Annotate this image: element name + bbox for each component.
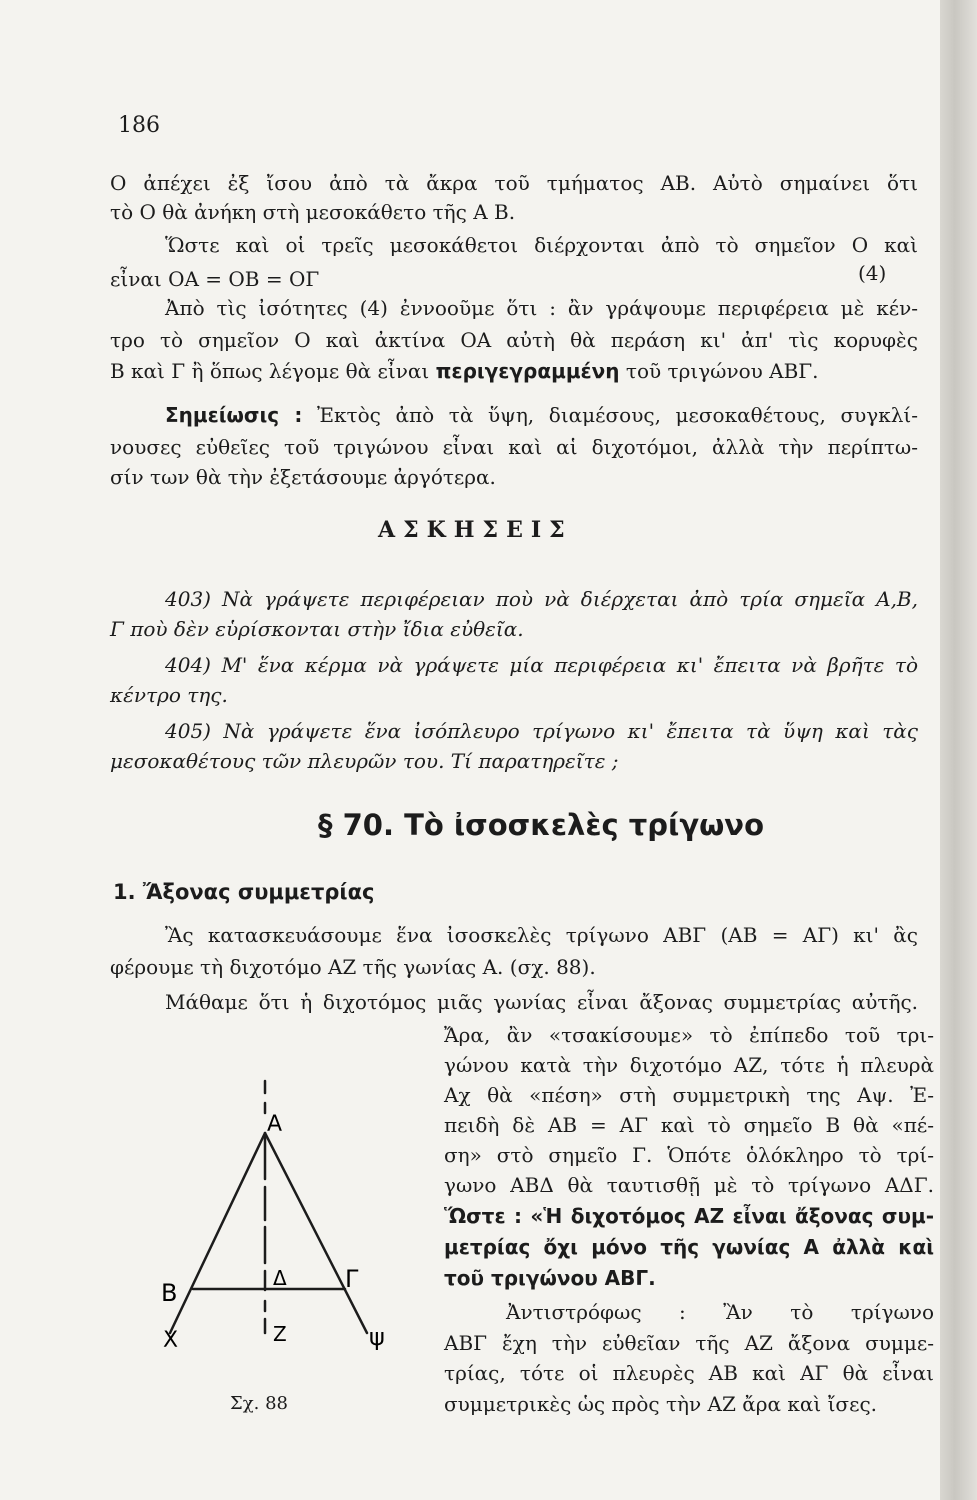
- exercise-404: 404) Μ' ἕνα κέρμα νὰ γράψετε μία περιφέρεια κι' ἔπειτα νὰ βρῆτε τὸ: [165, 653, 918, 677]
- exercise-405-cont: μεσοκαθέτους τῶν πλευρῶν του. Τί παρατηρεῖτε ;: [110, 749, 619, 773]
- text-line: Ὥστε καὶ οἱ τρεῖς μεσοκάθετοι διέρχονται ἀπὸ τὸ σημεῖον Ο καὶ: [165, 233, 918, 257]
- equation-line: εἶναι ΟΑ = ΟΒ = ΟΓ: [110, 267, 320, 291]
- exercises-heading: ΑΣΚΗΣΕΙΣ: [378, 517, 573, 543]
- label-z: Ζ: [273, 1322, 287, 1346]
- label-b: Β: [161, 1279, 178, 1307]
- ray-apsi: [265, 1133, 367, 1333]
- text-line: ση» στὸ σημεῖο Γ. Ὁπότε ὁλόκληρο τὸ τρί-: [444, 1143, 934, 1167]
- text-line: πειδὴ δὲ ΑΒ = ΑΓ καὶ τὸ σημεῖο Β θὰ «πέ-: [444, 1113, 934, 1137]
- note-line: σίν των θὰ τὴν ἐξετάσουμε ἀργότερα.: [110, 465, 496, 489]
- exercise-403: 403) Νὰ γράψετε περιφέρειαν ποὺ νὰ διέρχεται ἀπὸ τρία σημεῖα Α,Β,: [165, 587, 918, 611]
- text-span: τοῦ τριγώνου ΑΒΓ.: [619, 359, 819, 383]
- text-line: γώνου κατὰ τὴν διχοτόμο ΑΖ, τότε ἡ πλευρὰ: [444, 1053, 934, 1077]
- converse-line: Ἀντιστρόφως : Ἂν τὸ τρίγωνο: [506, 1300, 934, 1324]
- text-line: Ο ἀπέχει ἐξ ἴσου ἀπὸ τὰ ἄκρα τοῦ τμήματος ΑΒ. Αὐτὸ σημαίνει ὅτι: [110, 171, 918, 195]
- text-line: Ἄρα, ἂν «τσακίσουμε» τὸ ἐπίπεδο τοῦ τρι-: [444, 1023, 934, 1047]
- theorem-line: τοῦ τριγώνου ΑΒΓ.: [444, 1266, 656, 1290]
- text-span: Ἐκτὸς ἀπὸ τὰ ὕψη, διαμέσους, μεσοκαθέτους, συγκλί-: [302, 403, 918, 427]
- section-title: § 70. Τὸ ἰσοσκελὲς τρίγωνο: [318, 808, 764, 842]
- figure-88: [155, 1075, 425, 1379]
- equation-number: (4): [858, 261, 887, 285]
- text-line: τρο τὸ σημεῖον Ο καὶ ἀκτίνα ΟΑ αὐτὴ θὰ περάση κι' ἀπ' τὶς κορυφὲς: [110, 328, 918, 352]
- label-x: Χ: [163, 1328, 179, 1353]
- ray-ax: [170, 1133, 265, 1333]
- subsection-title: 1. Ἄξονας συμμετρίας: [113, 880, 375, 904]
- exercise-405: 405) Νὰ γράψετε ἕνα ἰσόπλευρο τρίγωνο κι' ἔπειτα τὰ ὕψη καὶ τὰς: [165, 719, 918, 743]
- note-line: [165, 400, 918, 430]
- label-psi: ψ: [369, 1323, 385, 1351]
- isosceles-triangle-diagram: [155, 1075, 425, 1375]
- text-line: Ἀπὸ τὶς ἰσότητες (4) ἐννοοῦμε ὅτι : ἂν γράψουμε περιφέρεια μὲ κέν-: [165, 296, 918, 320]
- exercise-403-cont: Γ ποὺ δὲν εὑρίσκονται στὴν ἴδια εὐθεῖα.: [110, 617, 524, 641]
- theorem-line: μετρίας ὄχι μόνο τῆς γωνίας Α ἀλλὰ καὶ: [444, 1235, 934, 1259]
- label-g: Γ: [345, 1265, 359, 1293]
- converse-line: ΑΒΓ ἔχη τὴν εὐθεῖαν τῆς ΑΖ ἄξονα συμμε-: [444, 1331, 934, 1355]
- note-line: νουσες εὐθεῖες τοῦ τριγώνου εἶναι καὶ αἱ διχοτόμοι, ἀλλὰ τὴν περίπτω-: [110, 435, 918, 459]
- converse-line: τρίας, τότε οἱ πλευρὲς ΑΒ καὶ ΑΓ θὰ εἶναι: [444, 1361, 934, 1385]
- text-line: Μάθαμε ὅτι ἡ διχοτόμος μιᾶς γωνίας εἶναι ἄξονας συμμετρίας αὐτῆς.: [165, 990, 918, 1014]
- text-line: φέρουμε τὴ διχοτόμο ΑΖ τῆς γωνίας Α. (σχ. 88).: [110, 955, 596, 979]
- page-number: 186: [118, 113, 160, 138]
- text-line: γωνο ΑΒΔ θὰ ταυτισθῇ μὲ τὸ τρίγωνο ΑΔΓ.: [444, 1173, 934, 1197]
- converse-line: συμμετρικὲς ὡς πρὸς τὴν ΑΖ ἄρα καὶ ἴσες.: [444, 1392, 877, 1416]
- text-line: [110, 356, 819, 386]
- text-line: Ἂς κατασκευάσουμε ἕνα ἰσοσκελὲς τρίγωνο ΑΒΓ (ΑΒ = ΑΓ) κι' ἂς: [165, 923, 918, 947]
- label-a: Α: [267, 1112, 283, 1137]
- text-line: Αχ θὰ «πέση» στὴ συμμετρικὴ της Αψ. Ἐ-: [444, 1083, 934, 1107]
- label-d: Δ: [273, 1266, 287, 1290]
- bold-term: περιγεγραμμένη: [435, 359, 620, 383]
- text-span: Β καὶ Γ ἢ ὅπως λέγομε θὰ εἶναι: [110, 359, 436, 383]
- exercise-404-cont: κέντρο της.: [110, 683, 228, 707]
- text-line: τὸ Ο θὰ ἀνήκη στὴ μεσοκάθετο τῆς Α Β.: [110, 200, 516, 224]
- note-label: Σημείωσις :: [165, 403, 303, 427]
- page-edge: [940, 0, 977, 1500]
- theorem-line: Ὥστε : «Ἡ διχοτόμος ΑΖ εἶναι ἄξονας συμ-: [444, 1204, 934, 1228]
- figure-caption: Σχ. 88: [230, 1393, 288, 1414]
